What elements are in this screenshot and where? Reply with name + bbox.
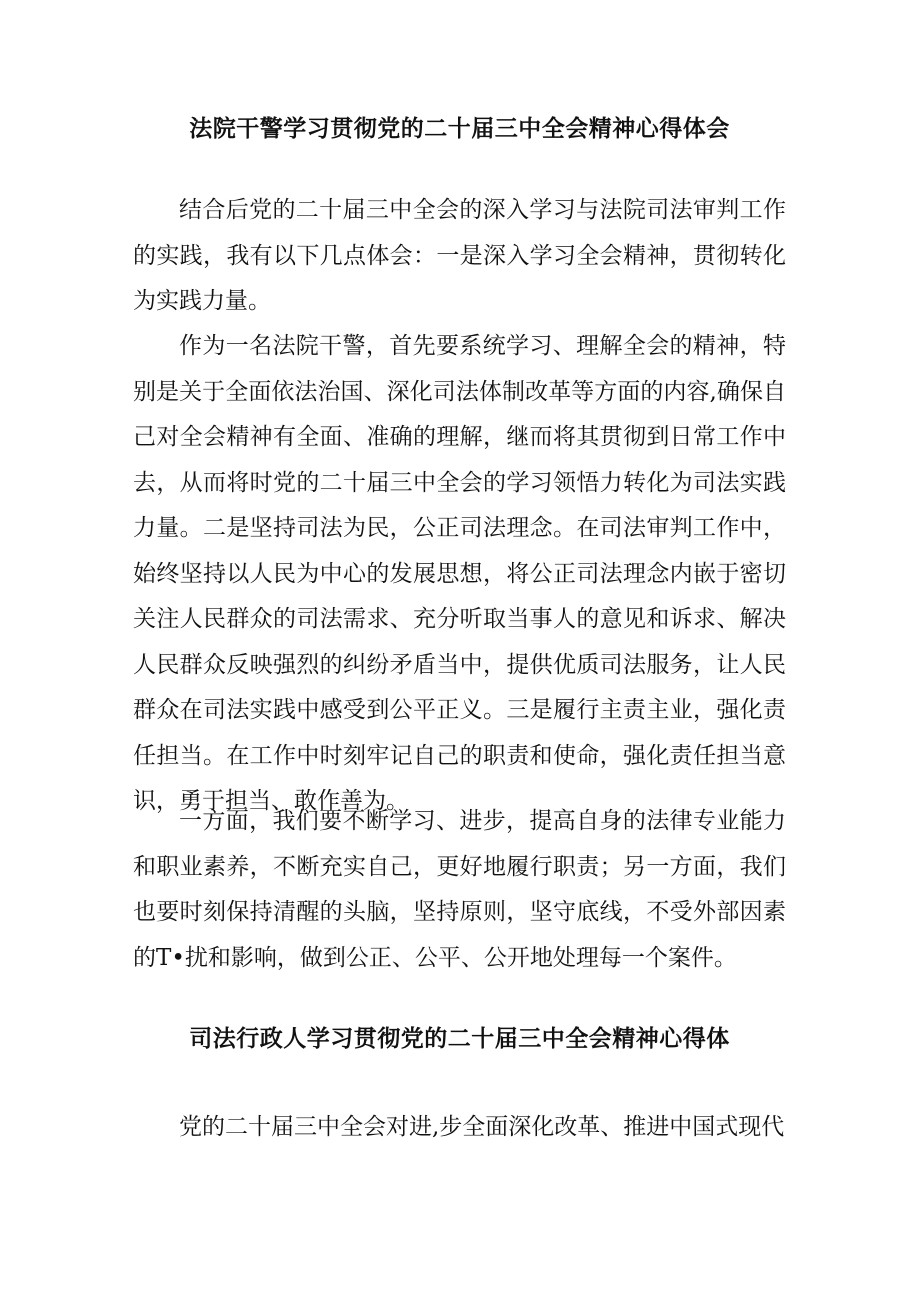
- section-1-paragraph-2: 作为一名法院干警，首先要系统学习、理解全会的精神，特别是关于全面依法治国、深化司法体制改革等方面的内容,确保自己对全会精神有全面、准确的理解，继而将其贯彻到日常工作中去，从而将时党的二十届三中全会的学习领悟力转化为司法实践力量。二是坚持司法为民，公正司法理念。在司法审判工作中，始终坚持以人民为中心的发展思想，将公正司法理念内嵌于密切关注人民群众的司法需求、充分听取当事人的意见和诉求、解决人民群众反映强烈的纠纷矛盾当中，提供优质司法服务，让人民群众在司法实践中感受到公平正义。三是履行主责主业，强化责任担当。在工作中时刻牢记自己的职责和使命，强化责任担当意识，勇于担当、敢作善为。: [133, 333, 786, 814]
- section-2-paragraph-1: 党的二十届三中全会对进,步全面深化改革、推进中国式现代: [179, 1114, 785, 1140]
- section-2-title: 司法行政人学习贯彻党的二十届三中全会精神心得体: [189, 1026, 730, 1052]
- section-1-paragraph-3: 一方面，我们要不断学习、进步，提高自身的法律专业能力和职业素养，不断充实自己，更好地履行职责；另一方面，我们也要时刻保持清醒的头脑，坚持原则，坚守底线，不受外部因素的T•扰和影响，做到公正、公平、公开地处理每一个案件。: [133, 808, 786, 971]
- section-1-title: 法院干警学习贯彻党的二十届三中全会精神心得体会: [189, 116, 730, 142]
- section-1-paragraph-1: 结合后党的二十届三中全会的深入学习与法院司法审判工作的实践，我有以下几点体会：一是深入学习全会精神，贯彻转化为实践力量。: [133, 197, 786, 314]
